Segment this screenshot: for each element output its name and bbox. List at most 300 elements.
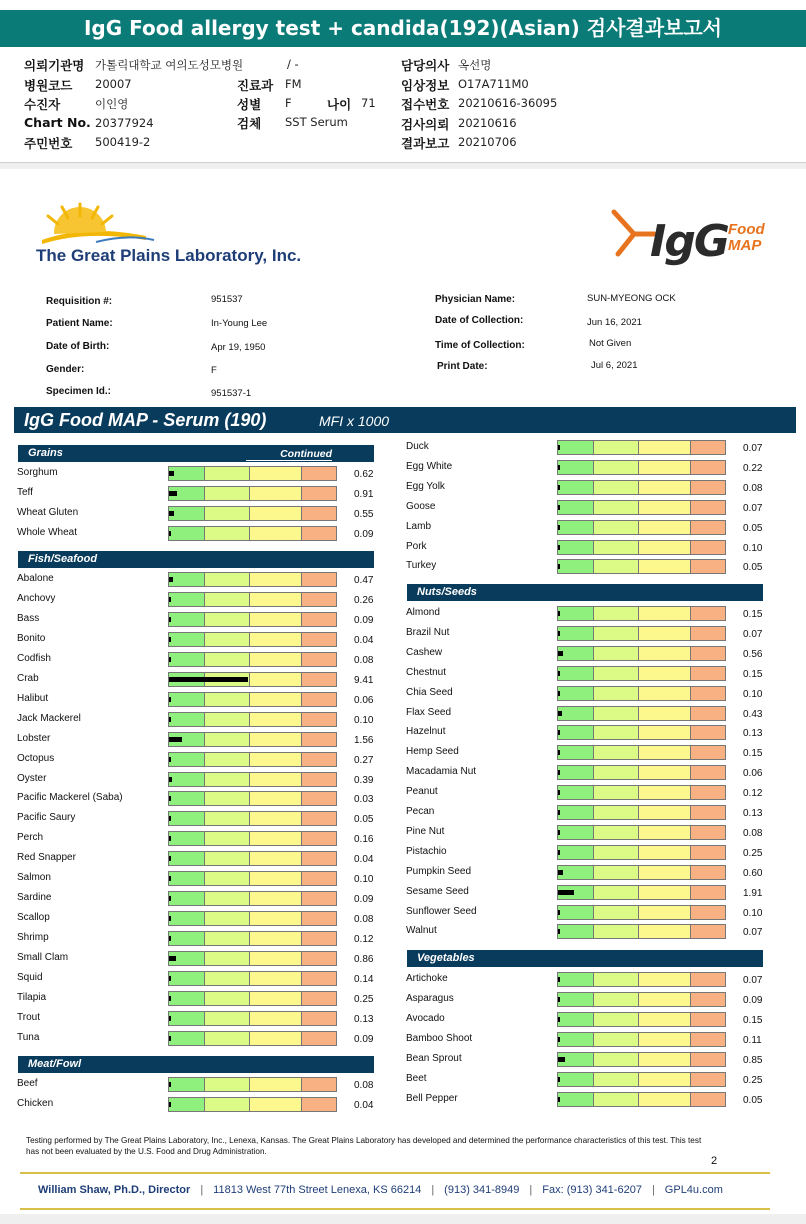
scale-zone [250, 527, 302, 540]
reactivity-scale [557, 559, 726, 574]
scale-zone [558, 541, 594, 554]
food-name: Sunflower Seed [406, 905, 477, 917]
scale-zone [691, 461, 725, 474]
result-bar [169, 816, 171, 821]
result-row [17, 948, 387, 968]
sex-value: F [285, 96, 292, 110]
reactivity-scale [168, 506, 337, 521]
scale-zone [302, 633, 336, 646]
result-row [406, 989, 776, 1009]
result-row [17, 808, 387, 828]
reactivity-scale [557, 1092, 726, 1107]
result-bar [558, 790, 560, 795]
result-row [406, 663, 776, 683]
result-row [17, 908, 387, 928]
section-grains [18, 445, 374, 462]
scale-zone [558, 501, 594, 514]
scale-zone [639, 993, 691, 1006]
scale-zone [169, 1098, 205, 1111]
reactivity-scale [168, 592, 337, 607]
scale-zone [691, 866, 725, 879]
result-bar [558, 564, 560, 569]
reactivity-scale [557, 924, 726, 939]
food-name: Crab [17, 672, 39, 684]
result-value: 0.05 [743, 1095, 763, 1106]
reactivity-scale [168, 712, 337, 727]
scale-zone [691, 560, 725, 573]
result-bar [169, 976, 171, 981]
reactivity-scale [168, 791, 337, 806]
result-value: 0.08 [354, 914, 374, 926]
reactivity-scale [557, 646, 726, 661]
result-value: 1.56 [354, 734, 374, 746]
scale-zone [205, 932, 250, 945]
scale-zone [250, 487, 302, 500]
reactivity-scale [168, 752, 337, 767]
scale-zone [691, 441, 725, 454]
continued-label: Continued [280, 448, 332, 460]
result-bar [558, 870, 563, 875]
result-bar [558, 830, 560, 835]
scale-zone [558, 1073, 594, 1086]
reactivity-scale [168, 1011, 337, 1026]
result-bar [169, 916, 171, 921]
result-value: 0.43 [743, 708, 763, 720]
result-value: 0.06 [743, 768, 763, 780]
scale-zone [302, 932, 336, 945]
result-bar [558, 545, 560, 550]
result-bar [169, 796, 171, 801]
scale-zone [250, 467, 302, 480]
result-row [17, 569, 387, 589]
result-bar [558, 1017, 560, 1022]
scale-zone [558, 1013, 594, 1026]
result-row [406, 457, 776, 477]
scale-zone [594, 627, 639, 640]
scale-zone [169, 527, 205, 540]
scale-zone [558, 786, 594, 799]
result-bar [558, 770, 560, 775]
scale-zone [169, 713, 205, 726]
scale-zone [558, 441, 594, 454]
result-value: 0.04 [354, 1100, 374, 1111]
result-bar [558, 651, 563, 656]
reactivity-scale [168, 572, 337, 587]
footer-director: William Shaw, Ph.D., Director [38, 1184, 191, 1196]
result-value: 0.08 [354, 654, 374, 666]
scale-zone [594, 906, 639, 919]
result-row [17, 749, 387, 769]
scale-zone [250, 952, 302, 965]
scale-zone [691, 766, 725, 779]
result-row [17, 669, 387, 689]
scale-zone [169, 872, 205, 885]
result-value: 0.11 [743, 1035, 762, 1046]
scale-zone [594, 973, 639, 986]
result-bar [558, 631, 560, 636]
food-map-header [14, 407, 796, 433]
reactivity-scale [168, 652, 337, 667]
scale-zone [302, 467, 336, 480]
scale-zone [594, 441, 639, 454]
scale-zone [205, 593, 250, 606]
result-bar [558, 505, 560, 510]
chart-value: 20377924 [95, 116, 154, 130]
section-nuts-seeds [407, 584, 763, 601]
result-row [406, 1069, 776, 1089]
patient-value: 이인영 [95, 97, 129, 111]
scale-zone [639, 667, 691, 680]
food-name: Lamb [406, 520, 432, 532]
food-name: Artichoke [406, 973, 448, 984]
food-name: Shrimp [17, 932, 49, 944]
scale-zone [250, 832, 302, 845]
reactivity-scale [557, 805, 726, 820]
scale-zone [639, 973, 691, 986]
scale-zone [302, 487, 336, 500]
receipt-value: 20210616-36095 [458, 96, 558, 110]
physician-label: Physician Name: [435, 294, 516, 305]
reactivity-scale [557, 500, 726, 515]
result-value: 0.15 [743, 609, 763, 620]
result-row [17, 769, 387, 789]
result-bar [169, 657, 171, 662]
scale-zone [169, 892, 205, 905]
scale-zone [594, 746, 639, 759]
scale-zone [639, 541, 691, 554]
scale-zone [250, 892, 302, 905]
receipt-label: 접수번호 [401, 97, 450, 112]
scale-zone [205, 713, 250, 726]
result-row [17, 589, 387, 609]
result-bar [169, 1036, 171, 1041]
scale-zone [558, 806, 594, 819]
result-value: 0.08 [743, 482, 763, 494]
scale-zone [169, 1032, 205, 1045]
scale-zone [302, 872, 336, 885]
food-name: Codfish [17, 652, 51, 664]
result-row [17, 848, 387, 868]
scale-zone [205, 573, 250, 586]
scale-zone [639, 726, 691, 739]
scale-zone [205, 527, 250, 540]
scale-zone [691, 501, 725, 514]
scale-zone [639, 846, 691, 859]
scale-zone [205, 1012, 250, 1025]
result-bar [169, 896, 171, 901]
result-bar [169, 856, 171, 861]
result-row [406, 882, 776, 902]
scale-zone [594, 846, 639, 859]
result-value: 0.03 [354, 794, 374, 806]
result-row [17, 1008, 387, 1028]
result-row [17, 523, 387, 543]
reactivity-scale [168, 971, 337, 986]
requisition-value: 951537 [211, 294, 243, 305]
result-bar [558, 671, 560, 676]
scale-zone [691, 973, 725, 986]
scale-zone [169, 773, 205, 786]
result-row [17, 503, 387, 523]
footer-address: 11813 West 77th Street Lenexa, KS 66214 [213, 1184, 422, 1196]
result-value: 0.14 [354, 974, 374, 985]
food-name: Chestnut [406, 666, 447, 678]
reactivity-scale [557, 845, 726, 860]
result-value: 0.12 [743, 788, 763, 800]
age-label: 나이 [327, 97, 352, 112]
scale-zone [691, 1093, 725, 1106]
reactivity-scale [168, 1097, 337, 1112]
food-name: Whole Wheat [17, 527, 78, 538]
scale-zone [594, 501, 639, 514]
scale-zone [302, 773, 336, 786]
reactivity-scale [168, 772, 337, 787]
scale-zone [250, 593, 302, 606]
result-value: 0.07 [743, 975, 763, 986]
result-row [406, 802, 776, 822]
food-name: Asparagus [406, 993, 454, 1004]
scale-zone [639, 766, 691, 779]
scale-zone [250, 713, 302, 726]
scale-zone [639, 746, 691, 759]
result-row [406, 782, 776, 802]
result-row [17, 788, 387, 808]
section-fish-seafood [18, 551, 374, 568]
result-value: 0.39 [354, 774, 374, 786]
reactivity-scale [557, 765, 726, 780]
food-name: Almond [406, 607, 440, 618]
result-value: 0.16 [354, 834, 374, 846]
scale-zone [205, 952, 250, 965]
result-bar [169, 1102, 171, 1107]
scale-zone [205, 1032, 250, 1045]
scale-zone [594, 925, 639, 938]
scale-zone [250, 673, 302, 686]
food-name: Turkey [406, 560, 437, 572]
result-bar [558, 445, 560, 450]
scale-zone [639, 806, 691, 819]
reactivity-scale [168, 526, 337, 541]
food-name: Beef [17, 1078, 38, 1089]
result-row [406, 969, 776, 989]
scale-zone [205, 852, 250, 865]
scale-zone [205, 1098, 250, 1111]
print-date-value: Jul 6, 2021 [591, 360, 638, 371]
food-name: Wheat Gluten [17, 507, 79, 518]
scale-zone [205, 693, 250, 706]
page-gap-bottom [0, 1214, 806, 1224]
food-name: Pork [406, 540, 427, 552]
food-map-title: IgG Food MAP - Serum (190) [24, 410, 267, 430]
food-name: Red Snapper [17, 852, 76, 864]
scale-zone [250, 852, 302, 865]
result-value: 0.08 [354, 1080, 374, 1091]
scale-zone [558, 560, 594, 573]
age-value: 71 [361, 96, 376, 110]
scale-zone [639, 1033, 691, 1046]
scale-zone [250, 693, 302, 706]
scale-zone [558, 866, 594, 879]
scale-zone [558, 1093, 594, 1106]
reactivity-scale [557, 480, 726, 495]
food-name: Pistachio [406, 845, 447, 857]
result-value: 0.26 [354, 594, 374, 606]
reactivity-scale [557, 1072, 726, 1087]
scale-zone [639, 1073, 691, 1086]
doctor-value: 옥선명 [458, 58, 492, 72]
result-bar [169, 471, 174, 476]
result-row [17, 609, 387, 629]
result-value: 0.91 [354, 489, 374, 500]
hospital-header [0, 52, 806, 162]
reactivity-scale [168, 871, 337, 886]
result-bar [169, 697, 171, 702]
result-bar [558, 910, 560, 915]
scale-zone [558, 925, 594, 938]
scale-zone [639, 521, 691, 534]
reactivity-scale [557, 460, 726, 475]
result-row [17, 483, 387, 503]
food-name: Bass [17, 612, 40, 624]
scale-zone [594, 461, 639, 474]
scale-zone [250, 573, 302, 586]
continued-underline [246, 460, 332, 461]
result-bar [558, 850, 560, 855]
scale-zone [594, 766, 639, 779]
result-bar [558, 691, 560, 696]
result-row [406, 643, 776, 663]
report-date-value: 20210706 [458, 135, 517, 149]
result-bar [169, 876, 171, 881]
section-title: Meat/Fowl [28, 1058, 82, 1070]
scale-zone [639, 441, 691, 454]
result-value: 0.22 [743, 462, 763, 474]
id-value: 500419-2 [95, 135, 151, 149]
food-name: Chia Seed [406, 686, 453, 698]
result-value: 0.05 [743, 522, 763, 534]
result-value: 0.60 [743, 867, 763, 879]
result-row [17, 463, 387, 483]
scale-zone [205, 912, 250, 925]
scale-zone [302, 832, 336, 845]
scale-zone [205, 832, 250, 845]
scale-zone [691, 647, 725, 660]
result-value: 0.10 [743, 907, 763, 919]
result-row [406, 842, 776, 862]
scale-zone [639, 647, 691, 660]
scale-zone [594, 806, 639, 819]
scale-zone [691, 667, 725, 680]
result-bar [558, 929, 560, 934]
scale-zone [691, 846, 725, 859]
result-row [17, 1028, 387, 1048]
result-bar [169, 637, 171, 642]
reactivity-scale [557, 626, 726, 641]
reactivity-scale [557, 885, 726, 900]
result-row [17, 988, 387, 1008]
result-value: 0.62 [354, 469, 374, 480]
scale-zone [250, 733, 302, 746]
food-name: Chicken [17, 1098, 54, 1109]
reactivity-scale [168, 851, 337, 866]
result-value: 0.10 [743, 542, 763, 554]
section-vegetables [407, 950, 763, 967]
scale-zone [302, 733, 336, 746]
result-row [406, 921, 776, 941]
dob-label: Date of Birth: [46, 341, 110, 352]
scale-zone [594, 1013, 639, 1026]
food-name: Macadamia Nut [406, 766, 477, 778]
footer-fax: Fax: (913) 341-6207 [542, 1184, 642, 1196]
result-value: 0.07 [743, 443, 763, 454]
scale-zone [205, 972, 250, 985]
scale-zone [639, 481, 691, 494]
result-value: 0.10 [354, 714, 374, 726]
dept-label: 진료과 [237, 78, 274, 93]
scale-zone [169, 852, 205, 865]
scale-zone [302, 693, 336, 706]
result-value: 0.09 [354, 1033, 374, 1045]
result-row [17, 1094, 387, 1114]
result-bar [558, 730, 560, 735]
scale-zone [558, 766, 594, 779]
result-bar [169, 677, 248, 682]
reactivity-scale [168, 732, 337, 747]
scale-zone [594, 1073, 639, 1086]
food-name: Bean Sprout [406, 1053, 462, 1064]
footer-phone: (913) 341-8949 [444, 1184, 520, 1196]
result-bar [169, 737, 182, 742]
scale-zone [169, 507, 205, 520]
food-name: Small Clam [17, 952, 69, 964]
food-name: Goose [406, 500, 436, 512]
scale-zone [691, 687, 725, 700]
result-row [17, 828, 387, 848]
result-row [406, 556, 776, 576]
scale-zone [691, 1033, 725, 1046]
scale-zone [169, 653, 205, 666]
food-name: Halibut [17, 692, 49, 704]
scale-zone [594, 667, 639, 680]
scale-zone [594, 866, 639, 879]
result-row [406, 1029, 776, 1049]
reactivity-scale [557, 440, 726, 455]
result-bar [169, 836, 171, 841]
result-row [17, 729, 387, 749]
result-value: 0.06 [354, 694, 374, 706]
scale-zone [302, 1012, 336, 1025]
scale-zone [169, 613, 205, 626]
food-name: Pacific Saury [17, 812, 76, 824]
result-row [17, 868, 387, 888]
section-title: Grains [28, 447, 63, 459]
scale-zone [558, 746, 594, 759]
result-bar [558, 711, 562, 716]
result-row [17, 689, 387, 709]
food-name: Perch [17, 832, 44, 844]
gpl-logo [36, 200, 336, 270]
scale-zone [594, 707, 639, 720]
food-brand: Food [728, 221, 765, 238]
result-bar [558, 977, 560, 982]
scale-zone [205, 753, 250, 766]
sun-logo-icon [36, 200, 156, 246]
food-name: Peanut [406, 786, 438, 798]
scale-zone [558, 846, 594, 859]
page-number: 2 [711, 1155, 718, 1167]
reactivity-scale [168, 911, 337, 926]
code-label: 병원코드 [24, 78, 73, 93]
